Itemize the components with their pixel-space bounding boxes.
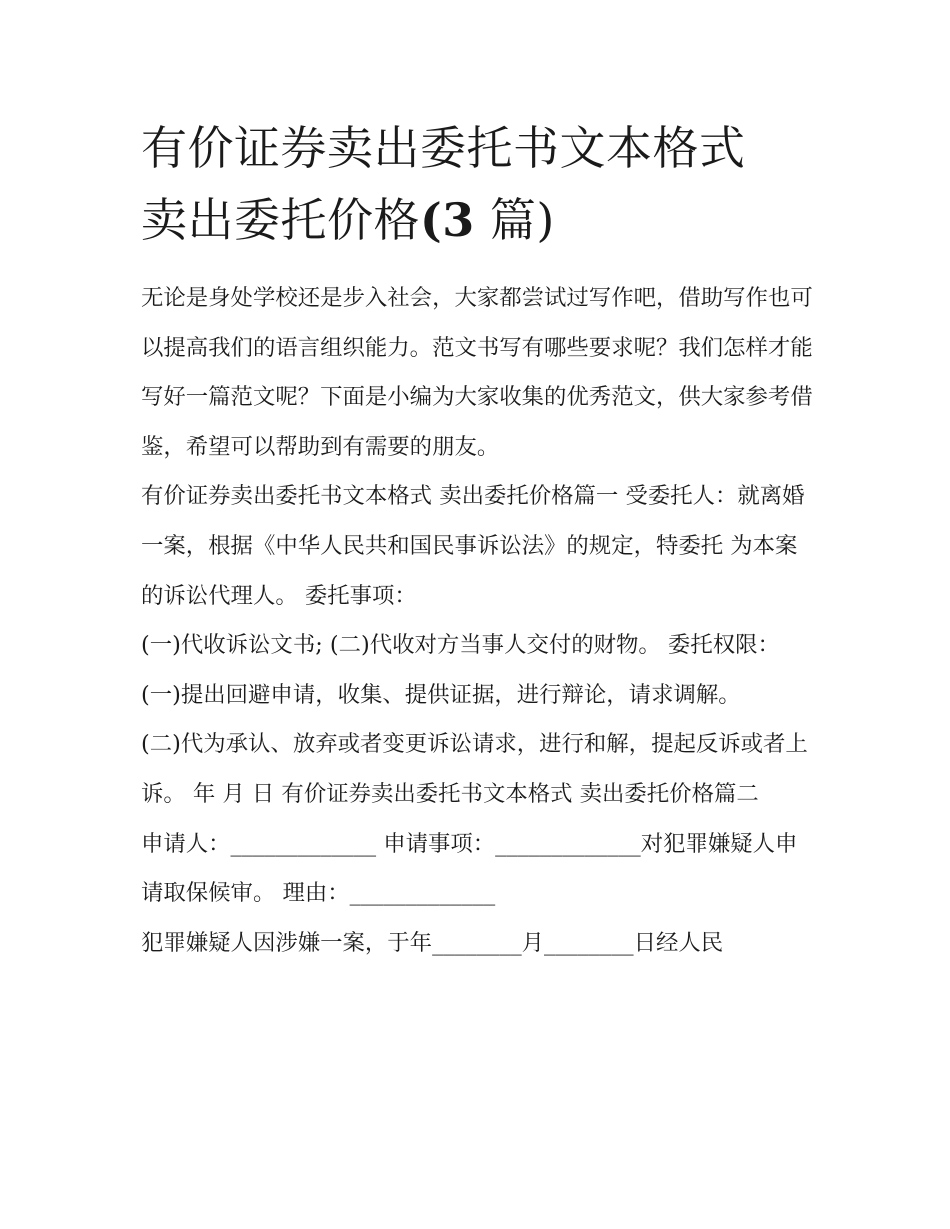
title-line-2-suffix: 篇) <box>489 193 555 247</box>
application-paragraph: 申请人：_____________ 申请事项：_____________对犯罪嫌疑人申请取保候审。 理由：_____________ <box>141 830 798 907</box>
suspect-paragraph: 犯罪嫌疑人因涉嫌一案，于年________月________日经人民 <box>141 929 724 956</box>
document-title <box>141 112 813 256</box>
title-line-2-prefix: 卖出委托价格 <box>141 193 420 247</box>
authority-paragraph: (二)代为承认、放弃或者变更诉讼请求，进行和解，提起反诉或者上诉。 年 月 日 有价证券卖出委托书文本格式 卖出委托价格篇二 <box>141 731 808 807</box>
title-line-1: 有价证券卖出委托书文本格式 <box>141 121 746 175</box>
document-page <box>141 112 813 968</box>
title-line-2-count: (3 <box>420 193 475 247</box>
part-one-paragraph: 有价证券卖出委托书文本格式 卖出委托价格篇一 受委托人：就离婚一案，根据《中华人民共和国民事诉讼法》的规定，特委托 为本案的诉讼代理人。 委托事项： <box>141 483 805 609</box>
entrusted-items-paragraph: (一)代收诉讼文书; (二)代收对方当事人交付的财物。 委托权限： (一)提出回避申请，收集、提供证据，进行辩论，请求调解。 <box>141 632 780 708</box>
document-body <box>141 274 813 968</box>
intro-paragraph: 无论是身处学校还是步入社会，大家都尝试过写作吧，借助写作也可以提高我们的语言组织能力。范文书写有哪些要求呢？我们怎样才能写好一篇范文呢？下面是小编为大家收集的优秀范文，供大家参考借鉴，希望可以帮助到有需要的朋友。 <box>141 285 813 460</box>
